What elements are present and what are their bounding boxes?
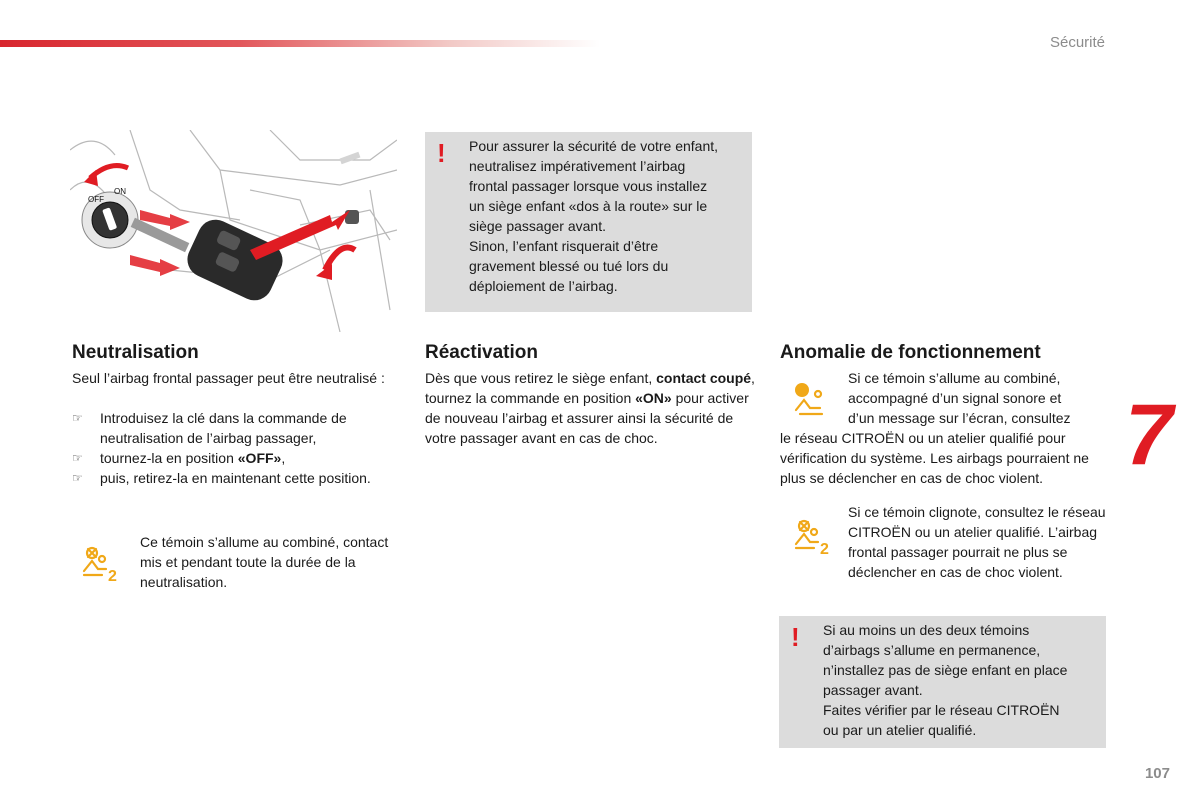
warning-line: déploiement de l’airbag. bbox=[469, 278, 618, 294]
pointing-hand-icon: ☞ bbox=[72, 411, 83, 425]
warning-line: gravement blessé ou tué lors du bbox=[469, 258, 669, 274]
neutralisation-intro: Seul l’airbag frontal passager peut être neutralisé : bbox=[72, 370, 385, 386]
header-accent-bar bbox=[0, 40, 600, 47]
warning-line: ou par un atelier qualifié. bbox=[823, 722, 977, 738]
neutralisation-steps bbox=[72, 408, 392, 488]
switch-on-label: ON bbox=[114, 187, 126, 196]
warning-line: Pour assurer la sécurité de votre enfant, bbox=[469, 138, 719, 154]
airbag-switch-fault-lamp-icon bbox=[792, 518, 834, 558]
airbag-lamp-warning-box bbox=[779, 616, 1106, 748]
warning-line: n’installez pas de siège enfant en place bbox=[823, 662, 1068, 678]
neutralisation-heading: Neutralisation bbox=[72, 342, 199, 363]
svg-text:2: 2 bbox=[108, 568, 117, 585]
airbag-off-warning-lamp-icon bbox=[80, 545, 122, 585]
malfunction-text-1-rest: le réseau CITROËN ou un atelier qualifié pour vérification du système. Les airbags pourraient ne plus se déclencher en cas de choc violent. bbox=[780, 430, 1089, 486]
warning-line: neutralisez impérativement l’airbag bbox=[469, 158, 686, 174]
list-item: ☞ puis, retirez-la en maintenant cette position. bbox=[72, 470, 371, 486]
warning-line: un siège enfant «dos à la route» sur le bbox=[469, 198, 708, 214]
section-title: Sécurité bbox=[1049, 34, 1105, 51]
warning-line: d’airbags s’allume en permanence, bbox=[823, 642, 1041, 658]
list-item: ☞ Introduisez la clé dans la commande de neutralisation de l’airbag passager, bbox=[72, 410, 347, 446]
chapter-number: 7 bbox=[1125, 387, 1171, 483]
list-item: ☞ tournez-la en position «OFF», bbox=[72, 450, 286, 466]
warning-line: Sinon, l’enfant risquerait d’être bbox=[469, 238, 659, 254]
airbag-switch-illustration bbox=[70, 130, 397, 332]
pointing-hand-icon: ☞ bbox=[72, 471, 83, 485]
reactivation-text: Dès que vous retirez le siège enfant, contact coupé, tournez la commande en position «ON» pour activer de nouveau l’airbag et assurer ainsi la sécurité de votre passager avant en cas de choc. bbox=[425, 370, 755, 446]
warning-line: Faites vérifier par le réseau CITROËN bbox=[823, 702, 1060, 718]
svg-text:2: 2 bbox=[820, 541, 829, 558]
warning-line: passager avant. bbox=[823, 682, 923, 698]
warning-exclamation-icon: ! bbox=[791, 622, 800, 652]
child-seat-warning-box bbox=[425, 132, 752, 312]
warning-line: siège passager avant. bbox=[469, 218, 606, 234]
neutralisation-lamp-text: Ce témoin s’allume au combiné, contact mis et pendant toute la durée de la neutralisation. bbox=[140, 534, 389, 590]
malfunction-text-1-intro: Si ce témoin s’allume au combiné, accompagné d’un signal sonore et d’un message sur l’écran, consultez bbox=[848, 370, 1071, 426]
warning-exclamation-icon: ! bbox=[437, 138, 446, 168]
malfunction-text-2: Si ce témoin clignote, consultez le réseau CITROËN ou un atelier qualifié. L’airbag frontal passager pourrait ne plus se déclencher en cas de choc violent. bbox=[848, 504, 1106, 580]
reactivation-heading: Réactivation bbox=[425, 342, 538, 363]
warning-line: frontal passager lorsque vous installez bbox=[469, 178, 708, 194]
airbag-fault-lamp-icon bbox=[790, 380, 830, 416]
malfunction-heading: Anomalie de fonctionnement bbox=[780, 342, 1041, 363]
switch-off-label: OFF bbox=[88, 195, 104, 204]
pointing-hand-icon: ☞ bbox=[72, 451, 83, 465]
page-number: 107 bbox=[1144, 765, 1170, 782]
warning-line: Si au moins un des deux témoins bbox=[823, 622, 1030, 638]
